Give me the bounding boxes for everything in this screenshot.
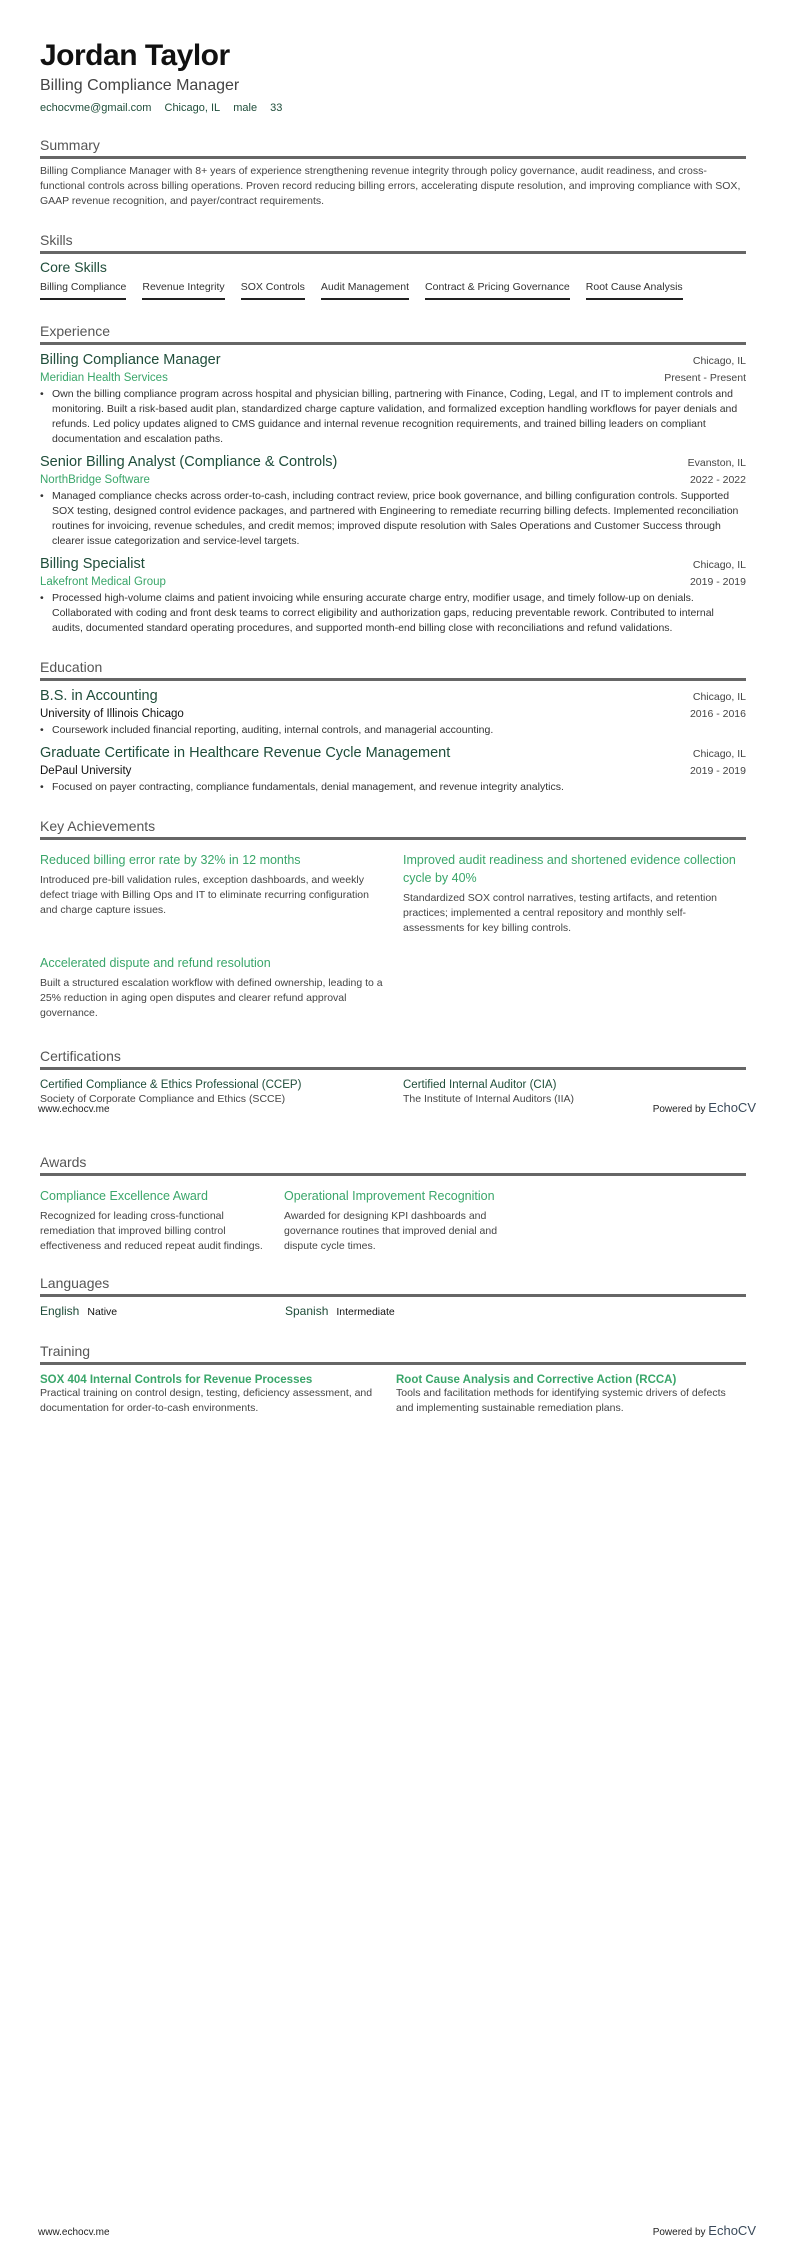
job-description: Processed high-volume claims and patient invoicing while ensuring accurate charge entry, modifier usage, and timely follow-up on denials. Collaborated with coding and front desk teams to correct eligibility and authorization gaps, reducing preventable rework. Contributed to internal audits, documented standard operating procedures, and supported month-end billing close with reconciliations and refund validations. xyxy=(52,592,714,634)
achievement-item xyxy=(40,845,383,948)
skill-item: Root Cause Analysis xyxy=(586,281,683,300)
education-dates: 2016 - 2016 xyxy=(689,708,746,720)
achievement-description: Standardized SOX control narratives, testing artifacts, and retention practices; implemented a central repository and monthly self-assessments for key billing controls. xyxy=(403,892,718,934)
achievement-item xyxy=(403,845,746,948)
section-heading: Skills xyxy=(40,231,746,254)
achievement-description: Introduced pre-bill validation rules, exception dashboards, and weekly defect triage with Billing Ops and IT to eliminate recurring configuration and charge capture issues. xyxy=(40,874,369,916)
language-name: Spanish xyxy=(285,1304,329,1318)
training-description: Practical training on control design, testing, deficiency assessment, and documentation for order-to-cash environments. xyxy=(40,1387,373,1414)
candidate-name: Jordan Taylor xyxy=(40,39,230,72)
award-description: Awarded for designing KPI dashboards and governance routines that improved denial and dispute cycle times. xyxy=(284,1210,498,1252)
job-dates: 2019 - 2019 xyxy=(689,576,746,588)
education-dates: 2019 - 2019 xyxy=(689,765,746,777)
company-name: NorthBridge Software xyxy=(40,474,150,486)
job-dates: Present - Present xyxy=(664,372,746,384)
awards-section xyxy=(40,1153,746,1266)
candidate-title: Billing Compliance Manager xyxy=(40,77,240,94)
page-footer xyxy=(38,1100,756,1115)
brand-logo[interactable]: EchoCV xyxy=(708,2223,756,2238)
section-heading: Languages xyxy=(40,1274,746,1297)
bullet-icon: • xyxy=(40,388,44,400)
summary-text: Billing Compliance Manager with 8+ years of experience strengthening revenue integrity through policy governance, audit readiness, and cross-functional controls across billing operations. Proven record reducing billing errors, accelerating dispute resolution, and improving compliance with SOX, GAAP revenue recognition, and payer/contract requirements. xyxy=(40,165,741,207)
certifications-section xyxy=(40,1047,746,1105)
skill-item: Contract & Pricing Governance xyxy=(425,281,570,300)
powered-by xyxy=(653,1100,756,1115)
job-location: Evanston, IL xyxy=(687,457,746,469)
education-description: Coursework included financial reporting, auditing, internal controls, and managerial accounting. xyxy=(52,724,494,736)
experience-section xyxy=(40,322,746,636)
job-dates: 2022 - 2022 xyxy=(689,474,746,486)
education-entry xyxy=(40,744,746,795)
school-location: Chicago, IL xyxy=(692,691,746,703)
degree: B.S. in Accounting xyxy=(40,688,158,704)
training-item xyxy=(40,1370,390,1416)
award-item xyxy=(284,1181,514,1266)
powered-by-label: Powered by xyxy=(652,2227,706,2238)
summary-section xyxy=(40,136,746,209)
brand-logo[interactable]: EchoCV xyxy=(708,1100,756,1115)
section-heading: Education xyxy=(40,658,746,681)
bullet-icon: • xyxy=(40,490,44,502)
language-item xyxy=(40,1302,285,1320)
job-title: Billing Compliance Manager xyxy=(40,352,221,368)
certification-name: Certified Compliance & Ethics Professional (CCEP) xyxy=(40,1079,302,1091)
training-item xyxy=(396,1370,746,1416)
achievement-item xyxy=(40,948,383,1033)
bullet-icon: • xyxy=(40,592,44,604)
certification-issuer: Society of Corporate Compliance and Ethics (SCCE) xyxy=(40,1093,286,1105)
skill-item: Audit Management xyxy=(321,281,409,300)
age: 33 xyxy=(270,102,283,114)
language-item xyxy=(285,1302,530,1320)
section-heading: Certifications xyxy=(40,1047,746,1070)
achievement-description: Built a structured escalation workflow with defined ownership, leading to a 25% reduction in aging open disputes and clearer refund approval governance. xyxy=(40,977,383,1019)
location: Chicago, IL xyxy=(164,102,221,114)
section-heading: Summary xyxy=(40,136,746,159)
languages-section xyxy=(40,1274,746,1320)
skill-item: Revenue Integrity xyxy=(142,281,224,300)
job-location: Chicago, IL xyxy=(692,559,746,571)
achievement-title: Reduced billing error rate by 32% in 12 months xyxy=(40,853,301,867)
page-footer xyxy=(38,2223,756,2238)
school-name: University of Illinois Chicago xyxy=(40,708,184,720)
education-section xyxy=(40,658,746,795)
training-title: Root Cause Analysis and Corrective Action (RCCA) xyxy=(396,1374,677,1386)
training-title: SOX 404 Internal Controls for Revenue Processes xyxy=(40,1374,313,1386)
achievement-title: Improved audit readiness and shortened evidence collection cycle by 40% xyxy=(403,853,736,885)
powered-by-label: Powered by xyxy=(652,1104,706,1115)
contact-info xyxy=(40,102,746,114)
education-entry xyxy=(40,687,746,738)
job-description: Managed compliance checks across order-to-cash, including contract review, price book governance, and billing configuration controls. Supported SOX testing, designed control evidence packages, and partnered with Engineering to remediate recurring billing defects. Implemented reconciliation routines for invoicing, revenue schedules, and credit memos; improved dispute resolution with Sales Operations and Customer Success through clearer issue categorization and service-level targets. xyxy=(52,490,739,547)
training-description: Tools and facilitation methods for identifying systemic drivers of defects and implementing sustainable remediation plans. xyxy=(396,1387,726,1414)
website-link[interactable]: www.echocv.me xyxy=(38,1104,110,1115)
award-title: Operational Improvement Recognition xyxy=(284,1189,495,1203)
achievement-title: Accelerated dispute and refund resolution xyxy=(40,956,271,970)
award-title: Compliance Excellence Award xyxy=(40,1189,208,1203)
bullet-icon: • xyxy=(40,781,44,793)
experience-entry xyxy=(40,351,746,447)
language-level: Native xyxy=(87,1306,118,1318)
section-heading: Awards xyxy=(40,1153,746,1176)
job-title: Billing Specialist xyxy=(40,556,145,572)
experience-entry xyxy=(40,453,746,549)
website-link[interactable]: www.echocv.me xyxy=(38,2227,110,2238)
resume-page-2 xyxy=(0,1123,794,2246)
email-link[interactable]: echocvme@gmail.com xyxy=(40,102,152,114)
skills-section xyxy=(40,231,746,300)
gender: male xyxy=(233,102,258,114)
section-heading: Key Achievements xyxy=(40,817,746,840)
school-name: DePaul University xyxy=(40,765,132,777)
section-heading: Training xyxy=(40,1342,746,1365)
training-section xyxy=(40,1342,746,1416)
bullet-icon: • xyxy=(40,724,44,736)
job-description: Own the billing compliance program across hospital and physician billing, partnering with Finance, Coding, Legal, and IT to implement controls and monitoring. Built a risk-based audit plan, standardized charge capture validation, and formalized exception handling workflows for payer denials and refunds. Led policy updates aligned to CMS guidance and internal revenue recognition requirements, and trained billing leaders on compliant documentation and escalation paths. xyxy=(52,388,738,445)
certification-issuer: The Institute of Internal Auditors (IIA) xyxy=(403,1093,574,1105)
job-location: Chicago, IL xyxy=(692,355,746,367)
skill-group-title: Core Skills xyxy=(40,259,107,275)
award-description: Recognized for leading cross-functional remediation that improved billing control effectiveness and reduced repeat audit findings. xyxy=(40,1210,263,1252)
job-title: Senior Billing Analyst (Compliance & Controls) xyxy=(40,454,338,470)
skill-item: Billing Compliance xyxy=(40,281,126,300)
company-name: Lakefront Medical Group xyxy=(40,576,166,588)
powered-by xyxy=(653,2223,756,2238)
degree: Graduate Certificate in Healthcare Revenue Cycle Management xyxy=(40,745,451,761)
company-name: Meridian Health Services xyxy=(40,372,168,384)
skill-item: SOX Controls xyxy=(241,281,305,300)
school-location: Chicago, IL xyxy=(692,748,746,760)
award-item xyxy=(40,1181,270,1266)
language-level: Intermediate xyxy=(336,1306,395,1318)
certification-name: Certified Internal Auditor (CIA) xyxy=(403,1079,557,1091)
section-heading: Experience xyxy=(40,322,746,345)
experience-entry xyxy=(40,555,746,636)
education-description: Focused on payer contracting, compliance fundamentals, denial management, and revenue integrity analytics. xyxy=(52,781,564,793)
language-name: English xyxy=(40,1304,80,1318)
achievements-section xyxy=(40,817,746,1033)
